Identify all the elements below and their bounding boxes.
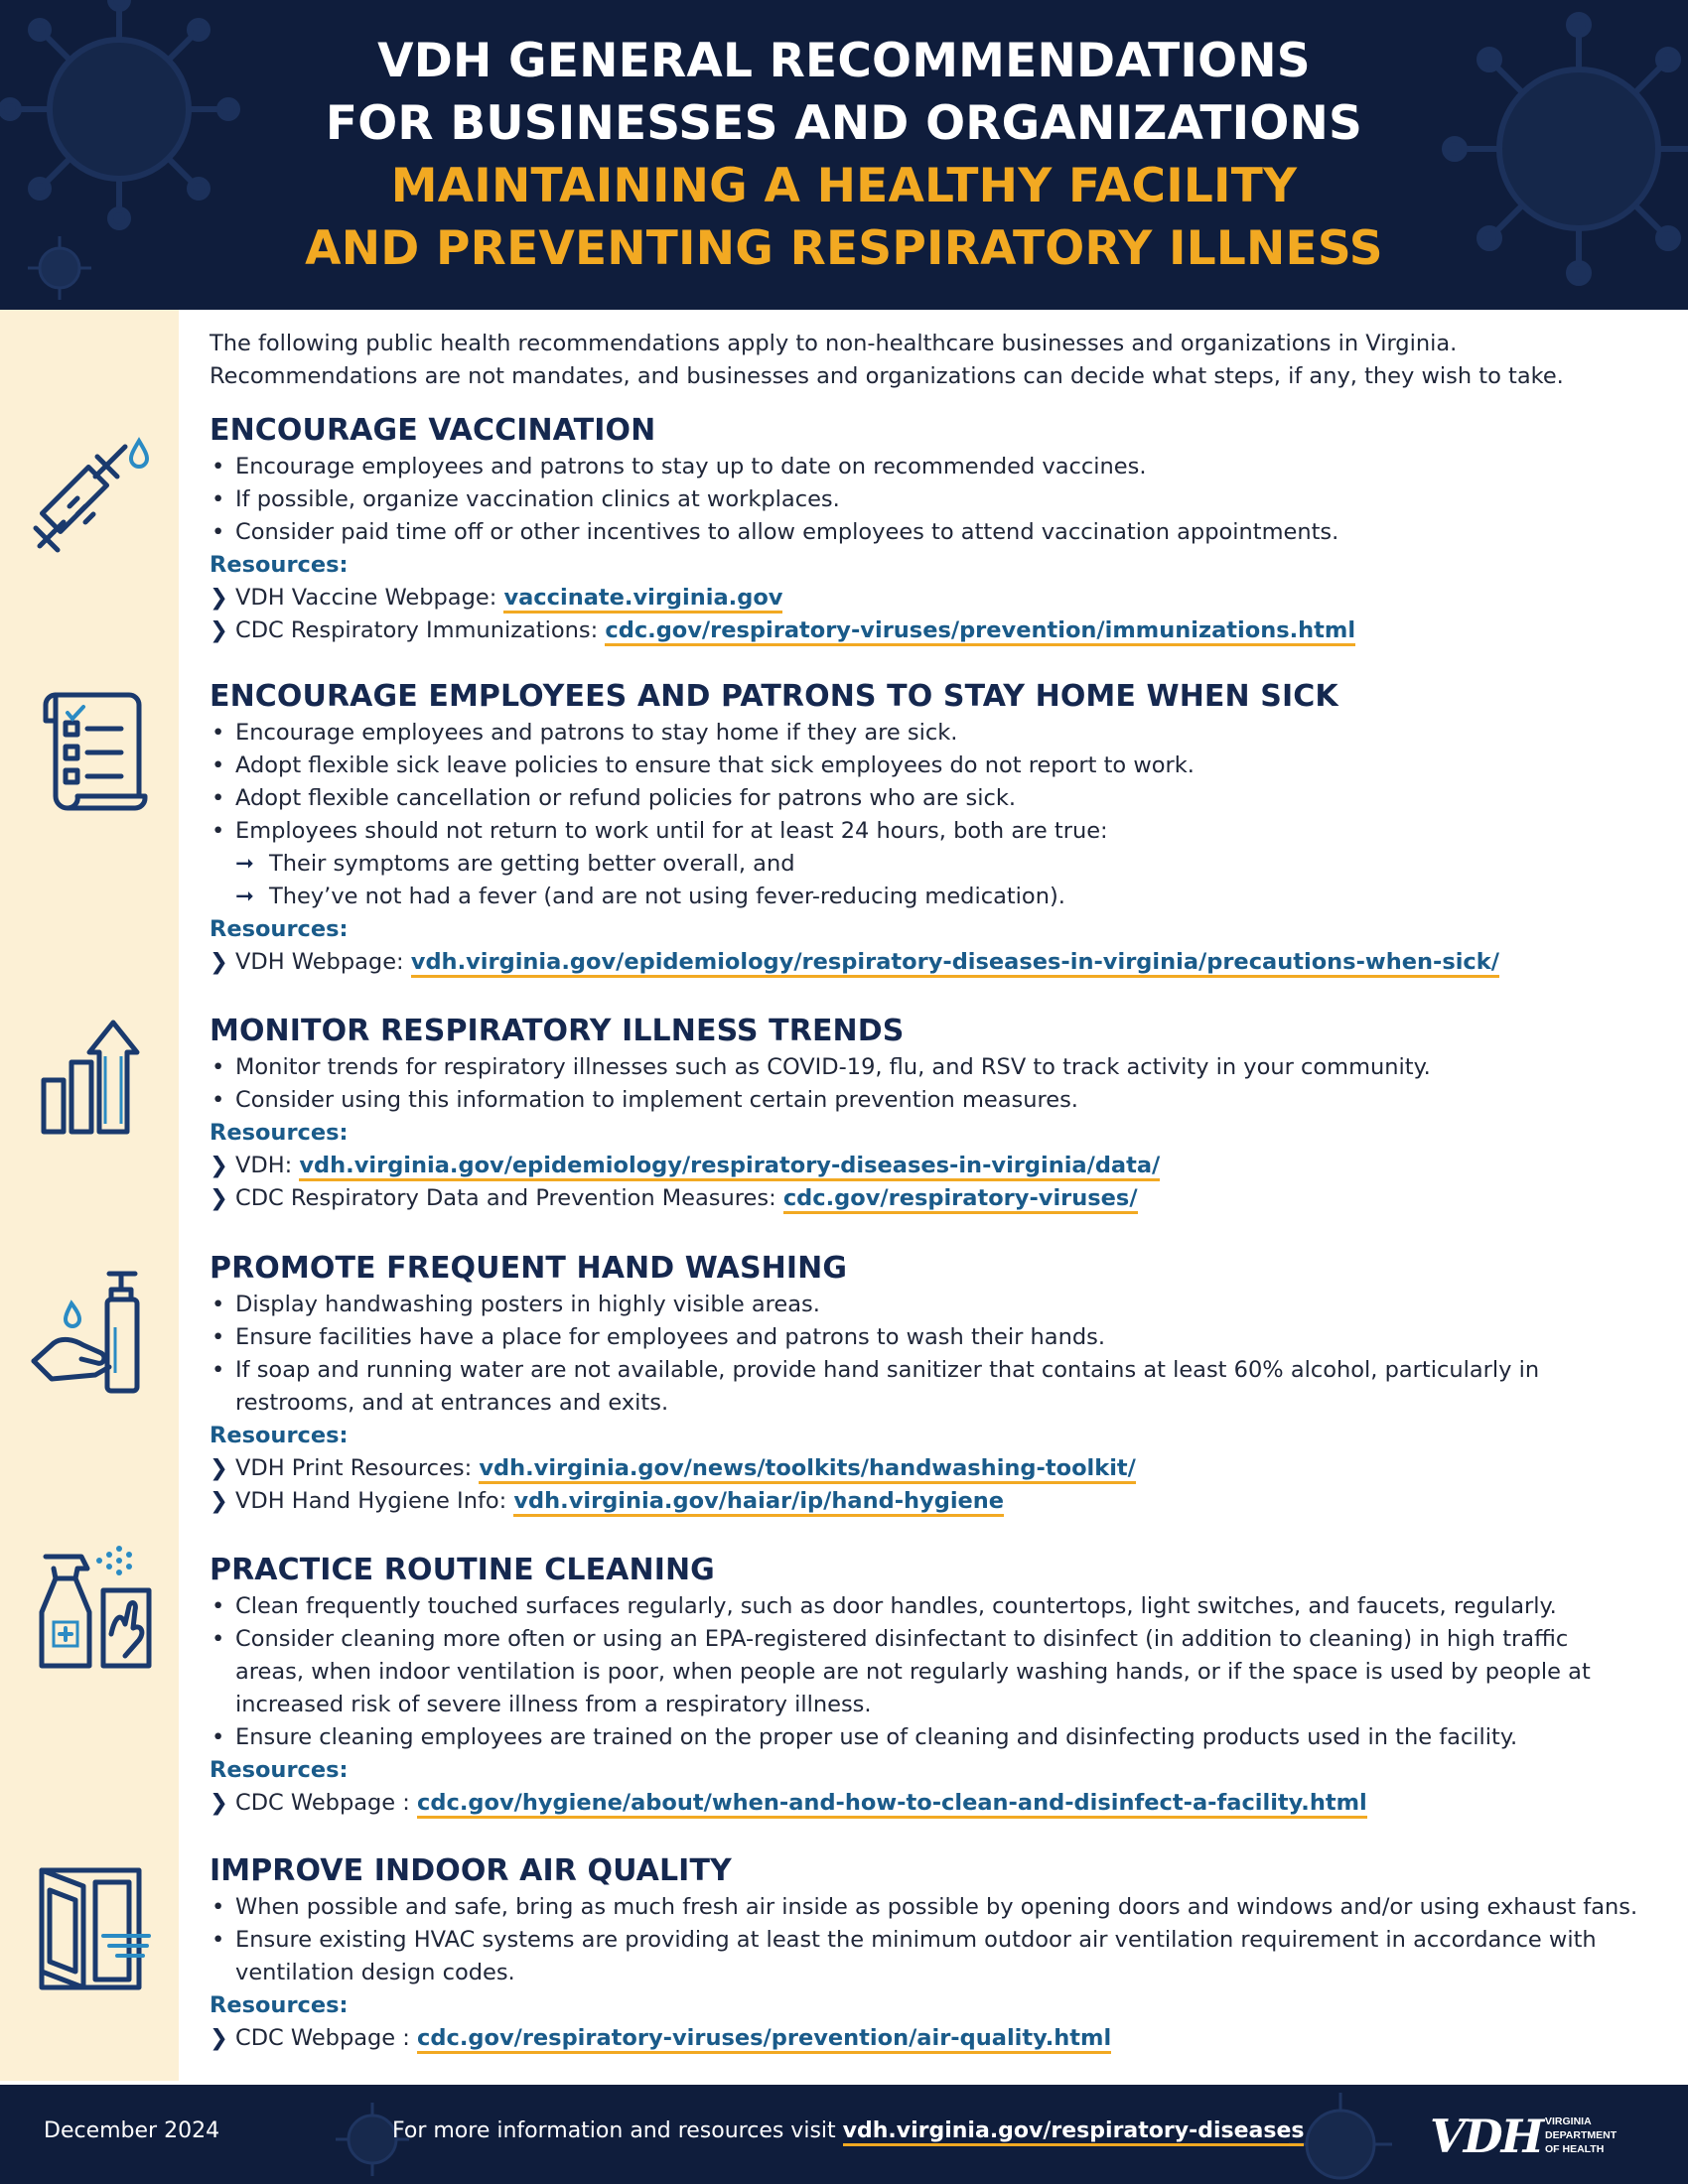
checklist-icon bbox=[26, 685, 155, 824]
resources-label: Resources: bbox=[210, 916, 349, 942]
resource-item bbox=[210, 946, 1639, 979]
chevron-right-icon: ❯ bbox=[210, 2025, 228, 2051]
list-item: • Display handwashing posters in highly visible areas. bbox=[210, 1289, 1639, 1321]
arrow-right-icon: ➞ bbox=[235, 884, 254, 909]
header-subtitle-line-2: AND PREVENTING RESPIRATORY ILLNESS bbox=[305, 221, 1383, 276]
section-title: ENCOURAGE VACCINATION bbox=[210, 413, 656, 448]
footer-more-info: For more information and resources visit vdh.virginia.gov/respiratory-diseases bbox=[392, 2115, 1304, 2148]
section-title: PRACTICE ROUTINE CLEANING bbox=[210, 1553, 715, 1587]
section-monitor-trends bbox=[210, 1012, 1639, 1215]
resource-label: VDH: bbox=[235, 1153, 300, 1178]
section-hand-washing bbox=[210, 1249, 1639, 1518]
list-item: • Ensure facilities have a place for employees and patrons to wash their hands. bbox=[210, 1321, 1639, 1354]
intro-block bbox=[210, 328, 1639, 407]
resource-item bbox=[210, 2022, 1639, 2055]
resource-item bbox=[210, 1787, 1639, 1820]
list-item: • Clean frequently touched surfaces regularly, such as door handles, countertops, light switches, and faucets, regularly. bbox=[210, 1590, 1639, 1623]
resource-link[interactable]: vdh.virginia.gov/haiar/ip/hand-hygiene bbox=[513, 1488, 1004, 1517]
resource-link[interactable]: vaccinate.virginia.gov bbox=[503, 585, 782, 614]
header-subtitle-line-1: MAINTAINING A HEALTHY FACILITY bbox=[390, 159, 1298, 213]
list-item: • Consider paid time off or other incentives to allow employees to attend vaccination appointments. bbox=[210, 516, 1639, 549]
resource-item bbox=[210, 1150, 1639, 1182]
resources-label: Resources: bbox=[210, 1757, 349, 1783]
resource-item bbox=[210, 614, 1639, 647]
resource-label: VDH Hand Hygiene Info: bbox=[235, 1488, 514, 1514]
footer-date: December 2024 bbox=[44, 2118, 220, 2143]
section-title: PROMOTE FREQUENT HAND WASHING bbox=[210, 1251, 848, 1286]
resource-link[interactable]: vdh.virginia.gov/epidemiology/respiratory-diseases-in-virginia/data/ bbox=[299, 1153, 1160, 1181]
page-header bbox=[0, 0, 1688, 310]
syringe-icon bbox=[26, 419, 155, 558]
chevron-right-icon: ❯ bbox=[210, 617, 228, 643]
resource-link[interactable]: cdc.gov/respiratory-viruses/prevention/air-quality.html bbox=[417, 2025, 1111, 2054]
cleaning-spray-icon bbox=[26, 1539, 155, 1678]
chevron-right-icon: ❯ bbox=[210, 1488, 228, 1514]
list-item: • Monitor trends for respiratory illnesses such as COVID-19, flu, and RSV to track activity in your community. bbox=[210, 1051, 1639, 1084]
list-item: • When possible and safe, bring as much fresh air inside as possible by opening doors and windows and/or using exhaust fans. bbox=[210, 1891, 1639, 1924]
hand-sanitizer-icon bbox=[26, 1258, 155, 1397]
bullet-list bbox=[210, 1590, 1639, 1754]
bullet-list bbox=[210, 1289, 1639, 1420]
list-item: • If soap and running water are not available, provide hand sanitizer that contains at least 60% alcohol, particularly in restrooms, and at entrances and exits. bbox=[210, 1354, 1639, 1420]
chevron-right-icon: ❯ bbox=[210, 585, 228, 611]
page-footer bbox=[0, 2085, 1688, 2184]
resource-link[interactable]: vdh.virginia.gov/news/toolkits/handwashing-toolkit/ bbox=[479, 1455, 1136, 1484]
resource-item bbox=[210, 1452, 1639, 1485]
arrow-right-icon: ➞ bbox=[235, 851, 254, 877]
list-item: • Ensure cleaning employees are trained on the proper use of cleaning and disinfecting products used in the facility. bbox=[210, 1721, 1639, 1754]
section-encourage-vaccination bbox=[210, 411, 1639, 647]
resource-label: VDH Vaccine Webpage: bbox=[235, 585, 504, 611]
resource-item bbox=[210, 582, 1639, 614]
bullet-list bbox=[210, 1891, 1639, 1989]
chevron-right-icon: ❯ bbox=[210, 1153, 228, 1178]
bullet-list bbox=[210, 451, 1639, 549]
header-title-line-1: VDH GENERAL RECOMMENDATIONS bbox=[377, 34, 1311, 88]
chevron-right-icon: ❯ bbox=[210, 949, 228, 975]
bullet-list bbox=[210, 1051, 1639, 1117]
resource-link[interactable]: cdc.gov/hygiene/about/when-and-how-to-clean-and-disinfect-a-facility.html bbox=[417, 1790, 1367, 1819]
chevron-right-icon: ❯ bbox=[210, 1455, 228, 1481]
intro-line-2: Recommendations are not mandates, and businesses and organizations can decide what steps, if any, they wish to take. bbox=[210, 363, 1564, 389]
resource-link[interactable]: cdc.gov/respiratory-viruses/prevention/immunizations.html bbox=[605, 617, 1355, 646]
footer-link[interactable]: vdh.virginia.gov/respiratory-diseases bbox=[843, 2118, 1305, 2146]
resource-label: CDC Respiratory Data and Prevention Measures: bbox=[235, 1185, 783, 1211]
section-stay-home-when-sick bbox=[210, 677, 1639, 979]
resources-label: Resources: bbox=[210, 1992, 349, 2018]
vdh-logo: VDH VIRGINIA DEPARTMENT OF HEALTH bbox=[1430, 2110, 1618, 2163]
section-title: ENCOURAGE EMPLOYEES AND PATRONS TO STAY HOME WHEN SICK bbox=[210, 679, 1338, 714]
intro-line-1: The following public health recommendations apply to non-healthcare businesses and organizations in Virginia. bbox=[210, 331, 1458, 356]
list-item: • Adopt flexible sick leave policies to ensure that sick employees do not report to work. bbox=[210, 750, 1639, 782]
list-item: • Encourage employees and patrons to stay up to date on recommended vaccines. bbox=[210, 451, 1639, 483]
resource-item bbox=[210, 1485, 1639, 1518]
section-title: IMPROVE INDOOR AIR QUALITY bbox=[210, 1853, 732, 1888]
resources-label: Resources: bbox=[210, 552, 349, 578]
list-item: • Consider cleaning more often or using an EPA-registered disinfectant to disinfect (in addition to cleaning) in high traffic areas, when indoor ventilation is poor, when people are not regularly washing hands, or if the space is used by people at increased risk of severe illness from a respiratory illness. bbox=[210, 1623, 1639, 1721]
chevron-right-icon: ❯ bbox=[210, 1790, 228, 1816]
section-indoor-air-quality bbox=[210, 1851, 1639, 2055]
list-item: • Ensure existing HVAC systems are providing at least the minimum outdoor air ventilation requirement in accordance with ventilation design codes. bbox=[210, 1924, 1639, 1989]
list-item: • Encourage employees and patrons to stay home if they are sick. bbox=[210, 717, 1639, 750]
resources-label: Resources: bbox=[210, 1423, 349, 1448]
section-routine-cleaning bbox=[210, 1551, 1639, 1820]
bullet-list bbox=[210, 717, 1639, 848]
list-item: • Adopt flexible cancellation or refund policies for patrons who are sick. bbox=[210, 782, 1639, 815]
open-window-icon bbox=[26, 1860, 155, 1999]
header-title-line-2: FOR BUSINESSES AND ORGANIZATIONS bbox=[325, 96, 1363, 151]
resource-label: VDH Print Resources: bbox=[235, 1455, 480, 1481]
list-item: • Consider using this information to implement certain prevention measures. bbox=[210, 1084, 1639, 1117]
sub-list-item: ➞ They’ve not had a fever (and are not using fever-reducing medication). bbox=[210, 881, 1639, 913]
resource-link[interactable]: cdc.gov/respiratory-viruses/ bbox=[783, 1185, 1138, 1214]
resource-link[interactable]: vdh.virginia.gov/epidemiology/respiratory-diseases-in-virginia/precautions-when-sick/ bbox=[411, 949, 1499, 978]
icon-sidebar bbox=[0, 310, 179, 2081]
resource-label: CDC Respiratory Immunizations: bbox=[235, 617, 606, 643]
list-item: • Employees should not return to work until for at least 24 hours, both are true: bbox=[210, 815, 1639, 848]
trend-chart-icon bbox=[26, 1005, 155, 1144]
list-item: • If possible, organize vaccination clinics at workplaces. bbox=[210, 483, 1639, 516]
resources-label: Resources: bbox=[210, 1120, 349, 1146]
resource-label: CDC Webpage : bbox=[235, 1790, 418, 1816]
resource-item bbox=[210, 1182, 1639, 1215]
chevron-right-icon: ❯ bbox=[210, 1185, 228, 1211]
resource-label: VDH Webpage: bbox=[235, 949, 411, 975]
resource-label: CDC Webpage : bbox=[235, 2025, 418, 2051]
section-title: MONITOR RESPIRATORY ILLNESS TRENDS bbox=[210, 1014, 905, 1048]
sub-list-item: ➞ Their symptoms are getting better overall, and bbox=[210, 848, 1639, 881]
